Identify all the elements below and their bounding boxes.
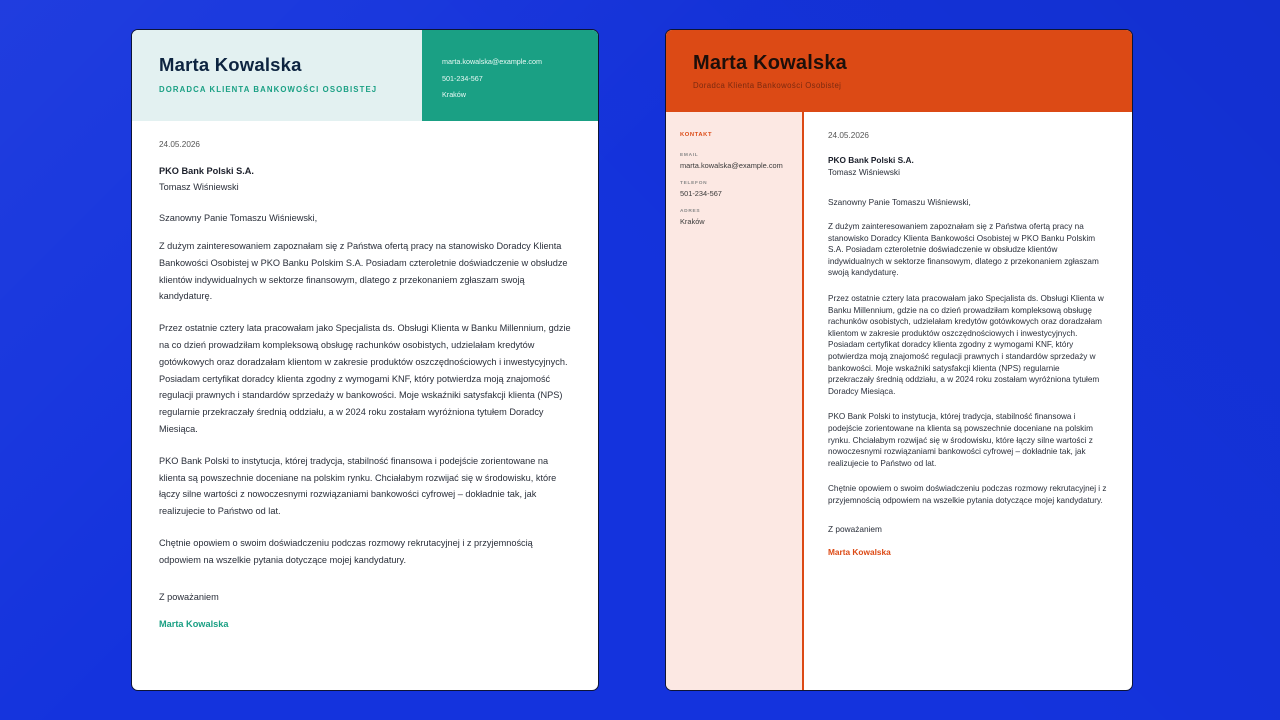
letter-header <box>132 30 598 121</box>
address-label: ADRES <box>680 209 701 214</box>
letter-date: 24.05.2026 <box>159 140 200 149</box>
letter-paragraph: PKO Bank Polski to instytucja, której tradycja, stabilność finansowa i podejście zorientowane na klienta są powszechnie doceniane na polskim rynku. Chciałabym rozwijać się w środowisku, które łączy silne wartości z nowoczesnymi rozwiązaniami bankowości cyfrowej – dokładnie tak, jak realizujecie to Państwo od lat. <box>159 455 557 517</box>
letter-greeting: Szanowny Panie Tomaszu Wiśniewski, <box>828 197 971 207</box>
letter-main <box>666 112 1132 691</box>
letter-signature: Marta Kowalska <box>828 547 891 558</box>
letter-closing: Z poważaniem <box>159 591 219 602</box>
applicant-name: Marta Kowalska <box>693 52 847 74</box>
letter-body <box>804 112 1132 691</box>
header-contact-area <box>422 30 598 121</box>
phone-value: 501-234-567 <box>680 189 722 198</box>
recipient-company: PKO Bank Polski S.A. <box>828 155 914 165</box>
address-value: Kraków <box>680 217 705 226</box>
cover-letter-orange[interactable] <box>665 29 1133 691</box>
letter-paragraph: Przez ostatnie cztery lata pracowałam jako Specjalista ds. Obsługi Klienta w Banku Millennium, gdzie na co dzień prowadziłam kompleksową obsługę rachunków osobistych, udzielałam kredytów gotówkowych oraz doradzałam klientom w zakresie produktów oszczędnościowych i inwestycyjnych. Posiadam certyfikat doradcy klienta zgodny z wymogami KNF, który potwierdza moją znajomość regulacji prawnych i standardów sprzedaży w bankowości. Moje wskaźniki satysfakcji klienta (NPS) regularnie przekraczały średnią oddziału, a w 2024 roku zostałam wyróżniona tytułem Doradcy Miesiąca. <box>828 293 1104 396</box>
email-value: marta.kowalska@example.com <box>680 161 783 170</box>
letter-date: 24.05.2026 <box>828 131 869 140</box>
letter-paragraph: PKO Bank Polski to instytucja, której tradycja, stabilność finansowa i podejście zorientowane na klienta są powszechnie doceniane na polskim rynku. Chciałabym rozwijać się w środowisku, które łączy silne wartości z nowoczesnymi rozwiązaniami bankowości cyfrowej – dokładnie tak, jak realizujecie to Państwo od lat. <box>828 412 1093 468</box>
letter-greeting: Szanowny Panie Tomaszu Wiśniewski, <box>159 213 318 223</box>
contact-email: marta.kowalska@example.com <box>442 57 542 66</box>
job-title: Doradca Klienta Bankowości Osobistej <box>693 81 842 90</box>
recipient-name: Tomasz Wiśniewski <box>159 182 239 192</box>
letter-closing: Z poważaniem <box>828 524 882 535</box>
contact-city: Kraków <box>442 90 466 99</box>
letter-header <box>666 30 1132 112</box>
contact-sidebar <box>666 112 804 691</box>
recipient-company: PKO Bank Polski S.A. <box>159 166 254 176</box>
cover-letter-teal[interactable] <box>131 29 599 691</box>
letter-paragraph: Chętnie opowiem o swoim doświadczeniu podczas rozmowy rekrutacyjnej i z przyjemnością odpowiem na wszelkie pytania dotyczące mojej kandydatury. <box>828 484 1107 505</box>
letter-paragraph: Z dużym zainteresowaniem zapoznałam się z Państwa ofertą pracy na stanowisko Doradcy Klienta Bankowości Osobistej w PKO Banku Polskim S.A. Posiadam czteroletnie doświadczenie w obsłudze klientów indywidualnych w sektorze finansowym, dlatego z przekonaniem zgłaszam swoją kandydaturę. <box>828 222 1099 278</box>
phone-label: TELEFON <box>680 181 708 186</box>
letter-body <box>132 121 598 629</box>
letter-paragraph: Przez ostatnie cztery lata pracowałam jako Specjalista ds. Obsługi Klienta w Banku Millennium, gdzie na co dzień prowadziłam kompleksową obsługę rachunków osobistych, udzielałam kredytów gotówkowych oraz doradzałam klientom w zakresie produktów oszczędnościowych i inwestycyjnych. Posiadam certyfikat doradcy klienta zgodny z wymogami KNF, który potwierdza moją znajomość regulacji prawnych i standardów sprzedaży w bankowości. Moje wskaźniki satysfakcji klienta (NPS) regularnie przekraczały średnią oddziału, a w 2024 roku zostałam wyróżniona tytułem Doradcy Miesiąca. <box>159 323 571 434</box>
letter-signature: Marta Kowalska <box>159 618 229 629</box>
email-label: EMAIL <box>680 153 699 158</box>
letter-paragraph: Chętnie opowiem o swoim doświadczeniu podczas rozmowy rekrutacyjnej i z przyjemnością odpowiem na wszelkie pytania dotyczące mojej kandydatury. <box>159 537 533 565</box>
contact-phone: 501-234-567 <box>442 73 483 83</box>
applicant-name: Marta Kowalska <box>159 54 302 75</box>
header-name-area <box>132 30 422 121</box>
letter-paragraph: Z dużym zainteresowaniem zapoznałam się z Państwa ofertą pracy na stanowisko Doradcy Klienta Bankowości Osobistej w PKO Banku Polskim S.A. Posiadam czteroletnie doświadczenie w obsłudze klientów indywidualnych w sektorze finansowym, dlatego z przekonaniem zgłaszam swoją kandydaturę. <box>159 241 568 302</box>
recipient-name: Tomasz Wiśniewski <box>828 167 900 177</box>
sidebar-section-title: KONTAKT <box>680 132 713 138</box>
job-title: DORADCA KLIENTA BANKOWOŚCI OSOBISTEJ <box>159 85 378 94</box>
